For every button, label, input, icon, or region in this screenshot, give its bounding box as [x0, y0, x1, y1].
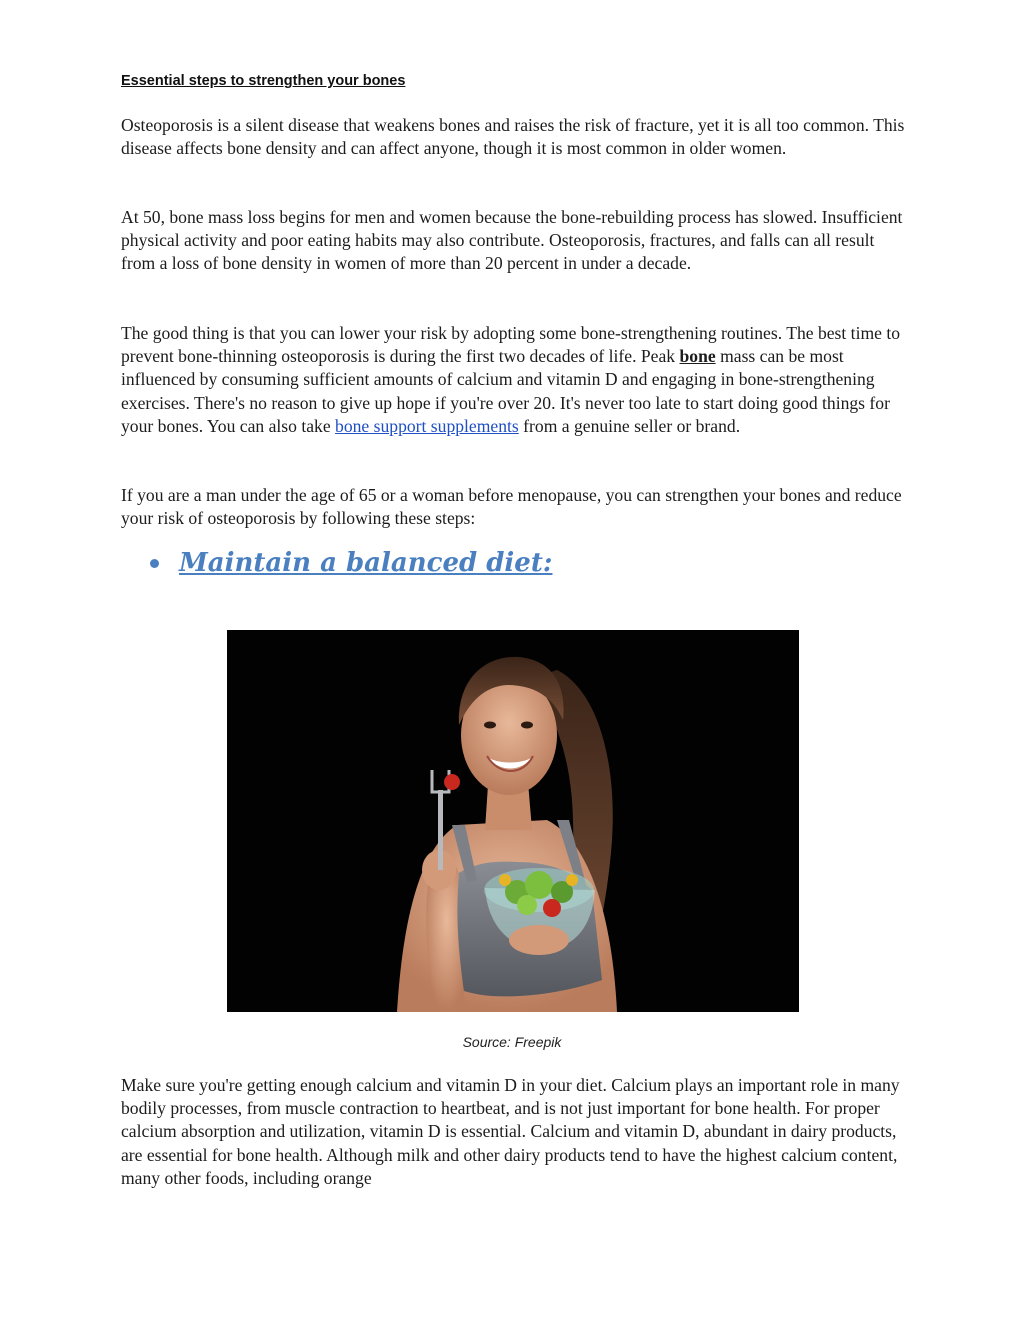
steps-intro-paragraph: If you are a man under the age of 65 or a woman before menopause, you can strengthen your bones and reduce your risk of osteoporosis by following these steps:: [121, 485, 902, 529]
bullet-item-balanced-diet: [150, 548, 552, 578]
bullet-heading-link[interactable]: Maintain a balanced diet:: [179, 548, 553, 578]
bone-bold-word: bone: [679, 346, 716, 367]
intro-paragraph: Osteoporosis is a silent disease that weakens bones and raises the risk of fracture, yet it is all too common. This disease affects bone density and can affect anyone, though it is most common in older women.: [121, 115, 905, 159]
bone-loss-paragraph: At 50, bone mass loss begins for men and women because the bone-rebuilding process has slowed. Insufficient physical activity and poor eating habits may also contribute. Osteoporosis, fractures, and falls can all result from a loss of bone density in women of more than 20 percent in under a decade.: [121, 207, 903, 274]
prevention-paragraph: [121, 322, 911, 438]
prevention-text-part1: The good thing is that you can lower your risk by adopting some bone-strengthening routines. The best time to prevent bone-thinning osteoporosis is during the first two decades of life. Peak: [121, 323, 901, 367]
image-caption: Source: Freepik: [462, 1034, 562, 1050]
bone-supplements-link[interactable]: bone support supplements: [335, 415, 519, 436]
woman-eating-salad-photo: [227, 630, 799, 1012]
bullet-dot-icon: [150, 559, 159, 568]
page-title: Essential steps to strengthen your bones: [121, 73, 406, 89]
prevention-text-part2: mass can be most influenced by consuming sufficient amounts of calcium and vitamin D and engaging in bone-strengthening exercises. There's no reason to give up hope if you're over 20. It's never too late to start doing good things for your bones. You can also take: [121, 346, 890, 436]
prevention-text-part3: from a genuine seller or brand.: [518, 415, 741, 436]
diet-paragraph: Make sure you're getting enough calcium and vitamin D in your diet. Calcium plays an important role in many bodily processes, from muscle contraction to heartbeat, and is not just important for bone health. For proper calcium absorption and utilization, vitamin D is essential. Calcium and vitamin D, abundant in dairy products, are essential for bone health. Although milk and other dairy products tend to have the highest calcium content, many other foods, including orange: [121, 1075, 900, 1188]
photo-illustration: [227, 630, 799, 1012]
